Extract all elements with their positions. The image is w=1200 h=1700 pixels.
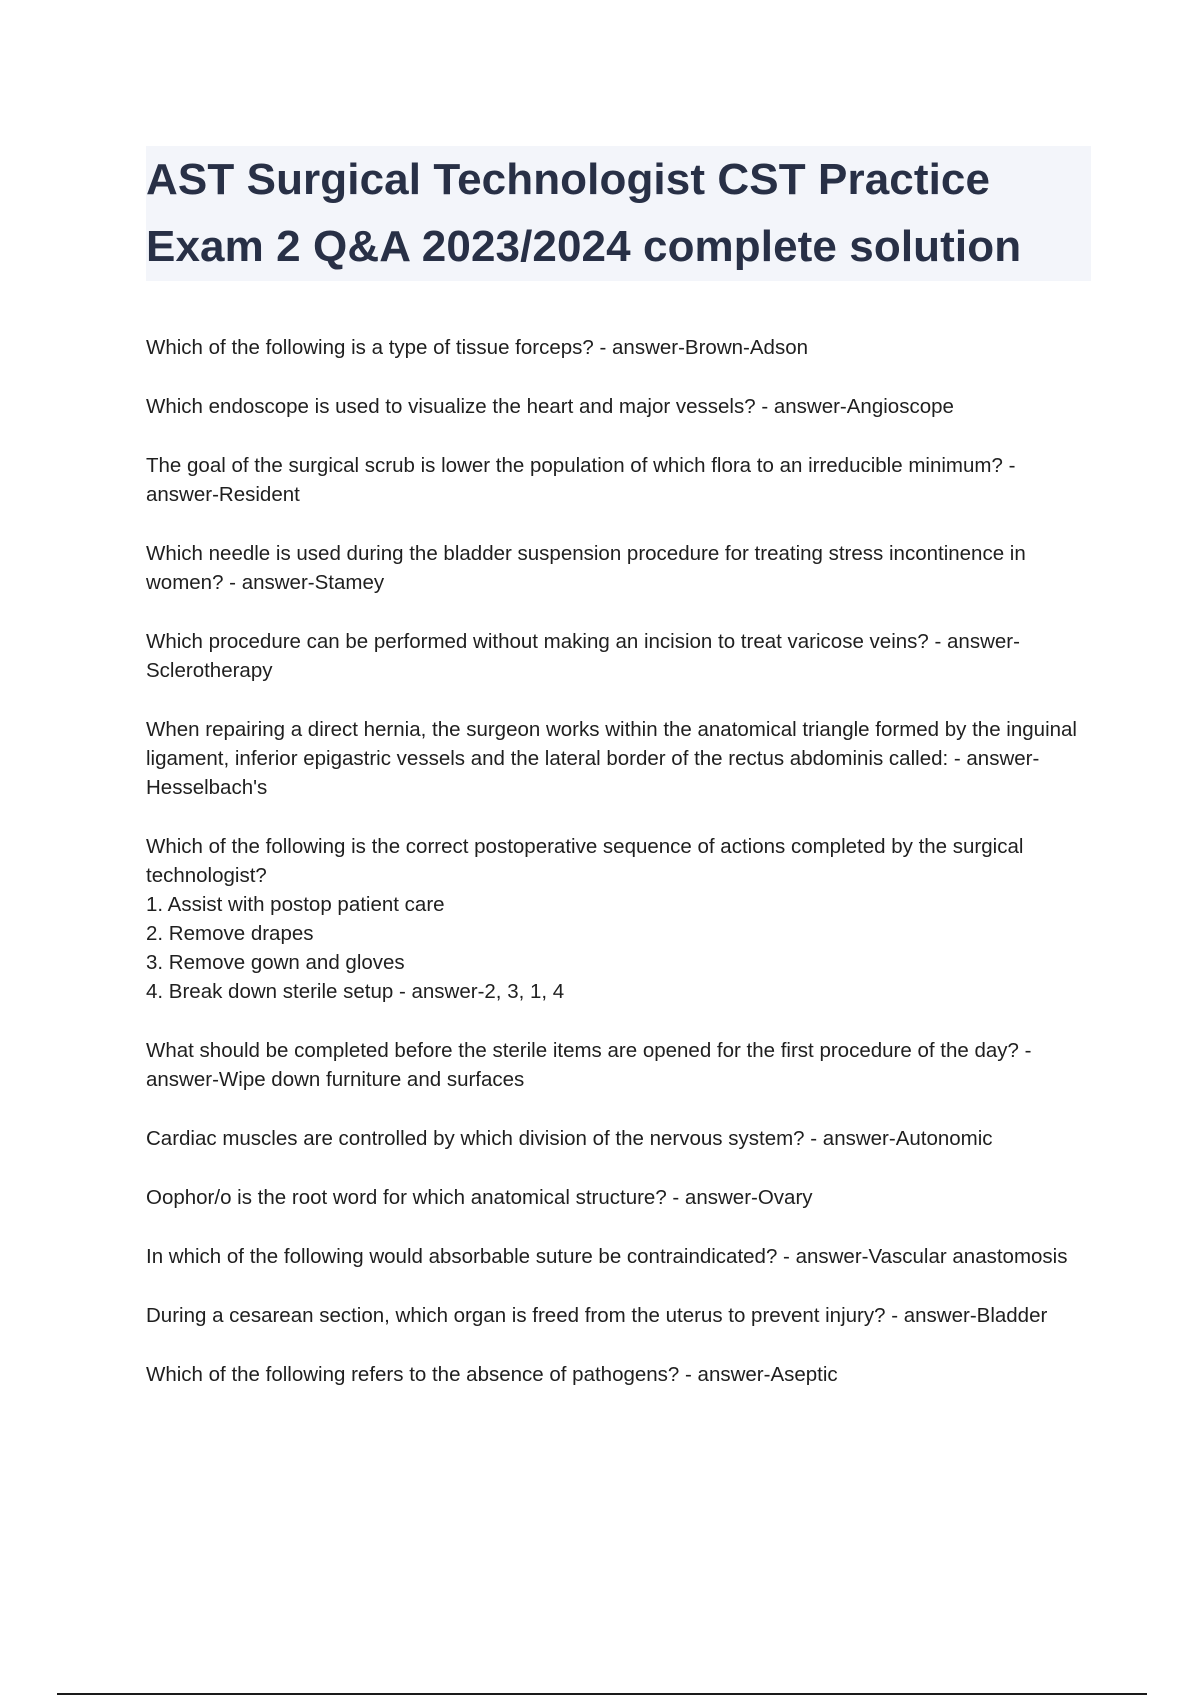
qa-item-4: Which needle is used during the bladder suspension procedure for treating stress incontinence in women? - answer-Stamey	[146, 542, 1026, 594]
qa-item-3: The goal of the surgical scrub is lower the population of which flora to an irreducible minimum? - answer-Resident	[146, 454, 1016, 506]
qa-item-8: What should be completed before the sterile items are opened for the first procedure of the day? - answer-Wipe down furniture and surfaces	[146, 1039, 1032, 1091]
qa-item-9: Cardiac muscles are controlled by which division of the nervous system? - answer-Autonomic	[146, 1127, 993, 1150]
qa-item-1: Which of the following is a type of tissue forceps? - answer-Brown-Adson	[146, 336, 808, 359]
title-block	[146, 146, 1091, 281]
qa-item-11: In which of the following would absorbable suture be contraindicated? - answer-Vascular anastomosis	[146, 1245, 1068, 1268]
qa-item-10: Oophor/o is the root word for which anatomical structure? - answer-Ovary	[146, 1186, 813, 1209]
qa-item-12: During a cesarean section, which organ is freed from the uterus to prevent injury? - answer-Bladder	[146, 1304, 1048, 1327]
document-title: AST Surgical Technologist CST Practice Exam 2 Q&A 2023/2024 complete solution	[146, 155, 1022, 271]
qa-item-13: Which of the following refers to the absence of pathogens? - answer-Aseptic	[146, 1363, 838, 1386]
qa-item-7: Which of the following is the correct postoperative sequence of actions completed by the surgical technologist? 1. Assist with postop patient care 2. Remove drapes 3. Remove gown and gloves 4. Break down sterile setup - answer-2, 3, 1, 4	[146, 835, 1024, 1003]
footer-divider	[57, 1693, 1147, 1695]
qa-list	[146, 333, 1086, 1419]
qa-item-5: Which procedure can be performed without making an incision to treat varicose veins? - answer-Sclerotherapy	[146, 630, 1020, 682]
qa-item-2: Which endoscope is used to visualize the heart and major vessels? - answer-Angioscope	[146, 395, 954, 418]
qa-item-6: When repairing a direct hernia, the surgeon works within the anatomical triangle formed by the inguinal ligament, inferior epigastric vessels and the lateral border of the rectus abdominis called: - answer-Hesselbach's	[146, 718, 1077, 799]
